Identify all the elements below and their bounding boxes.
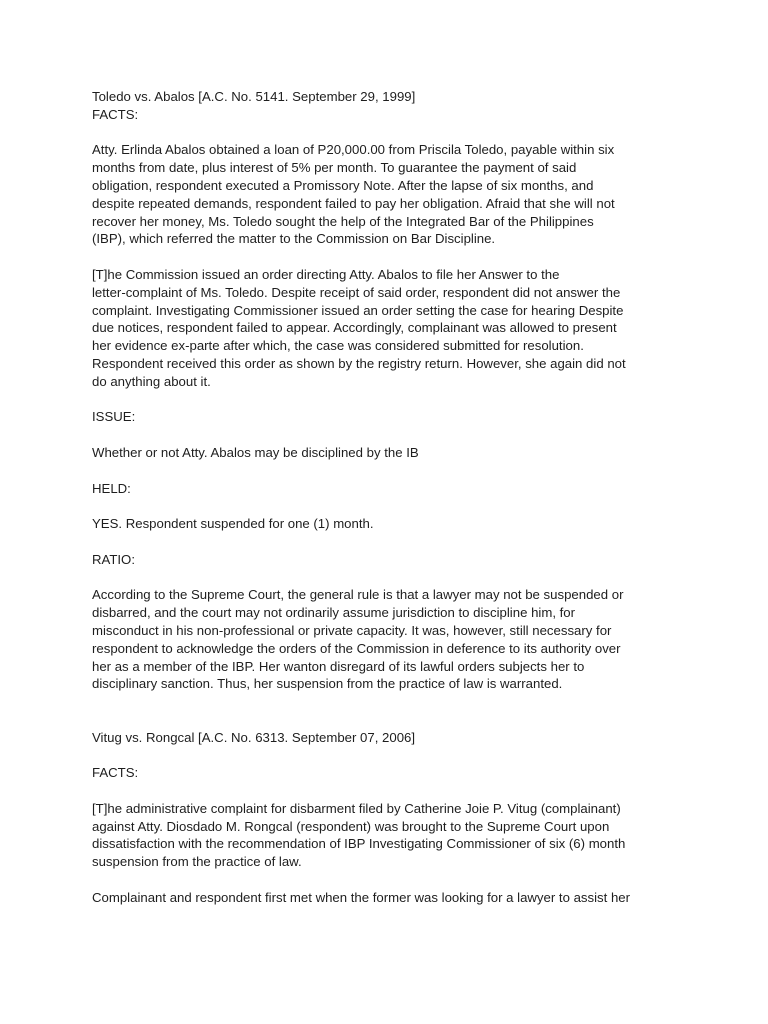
case-title: Vitug vs. Rongcal [A.C. No. 6313. September 07, 2006] <box>92 729 416 745</box>
text-line: recover her money, Ms. Toledo sought the help of the Integrated Bar of the Philippines <box>92 213 594 229</box>
facts-heading: FACTS: <box>92 765 139 781</box>
text-line: Respondent received this order as shown by the registry return. However, she again did not <box>92 355 626 371</box>
text-line: despite repeated demands, respondent failed to pay her obligation. Afraid that she will not <box>92 195 615 211</box>
text-line: months from date, plus interest of 5% per month. To guarantee the payment of said <box>92 160 577 176</box>
text-line: her evidence ex-parte after which, the case was considered submitted for resolution. <box>92 338 584 354</box>
held-text: YES. Respondent suspended for one (1) month. <box>92 516 374 532</box>
text-line: [T]he administrative complaint for disbarment filed by Catherine Joie P. Vitug (complainant) <box>92 800 621 816</box>
text-line: respondent to acknowledge the orders of the Commission in deference to its authority over <box>92 640 621 656</box>
text-line: disciplinary sanction. Thus, her suspension from the practice of law is warranted. <box>92 676 563 692</box>
text-line: dissatisfaction with the recommendation of IBP Investigating Commissioner of six (6) month <box>92 836 626 852</box>
text-line: obligation, respondent executed a Promissory Note. After the lapse of six months, and <box>92 177 594 193</box>
text-line: letter-complaint of Ms. Toledo. Despite receipt of said order, respondent did not answer the <box>92 284 621 300</box>
document-page <box>92 88 682 907</box>
facts-paragraph <box>92 141 682 248</box>
text-line: (IBP), which referred the matter to the Commission on Bar Discipline. <box>92 231 496 247</box>
facts-paragraph <box>92 800 682 871</box>
text-line: Atty. Erlinda Abalos obtained a loan of P20,000.00 from Priscila Toledo, payable within six <box>92 142 615 158</box>
text-line: suspension from the practice of law. <box>92 854 302 870</box>
text-line: According to the Supreme Court, the general rule is that a lawyer may not be suspended or <box>92 587 624 603</box>
text-line: complaint. Investigating Commissioner issued an order setting the case for hearing Despite <box>92 302 624 318</box>
text-line: do anything about it. <box>92 373 211 389</box>
text-line: Complainant and respondent first met when the former was looking for a lawyer to assist her <box>92 889 631 905</box>
case-title: Toledo vs. Abalos [A.C. No. 5141. September 29, 1999] <box>92 89 416 104</box>
facts-paragraph <box>92 889 682 907</box>
ratio-heading: RATIO: <box>92 551 135 567</box>
text-line: her as a member of the IBP. Her wanton disregard of its lawful orders subjects her to <box>92 658 585 674</box>
text-line: disbarred, and the court may not ordinarily assume jurisdiction to discipline him, for <box>92 605 576 621</box>
facts-paragraph <box>92 266 682 391</box>
text-line: against Atty. Diosdado M. Rongcal (respondent) was brought to the Supreme Court upon <box>92 818 610 834</box>
facts-heading: FACTS: <box>92 106 139 122</box>
text-line: due notices, respondent failed to appear. Accordingly, complainant was allowed to present <box>92 320 617 336</box>
issue-text: Whether or not Atty. Abalos may be disciplined by the IB <box>92 444 419 460</box>
text-line: misconduct in his non-professional or private capacity. It was, however, still necessary for <box>92 622 612 638</box>
text-line: [T]he Commission issued an order directing Atty. Abalos to file her Answer to the <box>92 266 560 282</box>
issue-heading: ISSUE: <box>92 409 136 425</box>
ratio-paragraph <box>92 586 682 693</box>
held-heading: HELD: <box>92 480 131 496</box>
